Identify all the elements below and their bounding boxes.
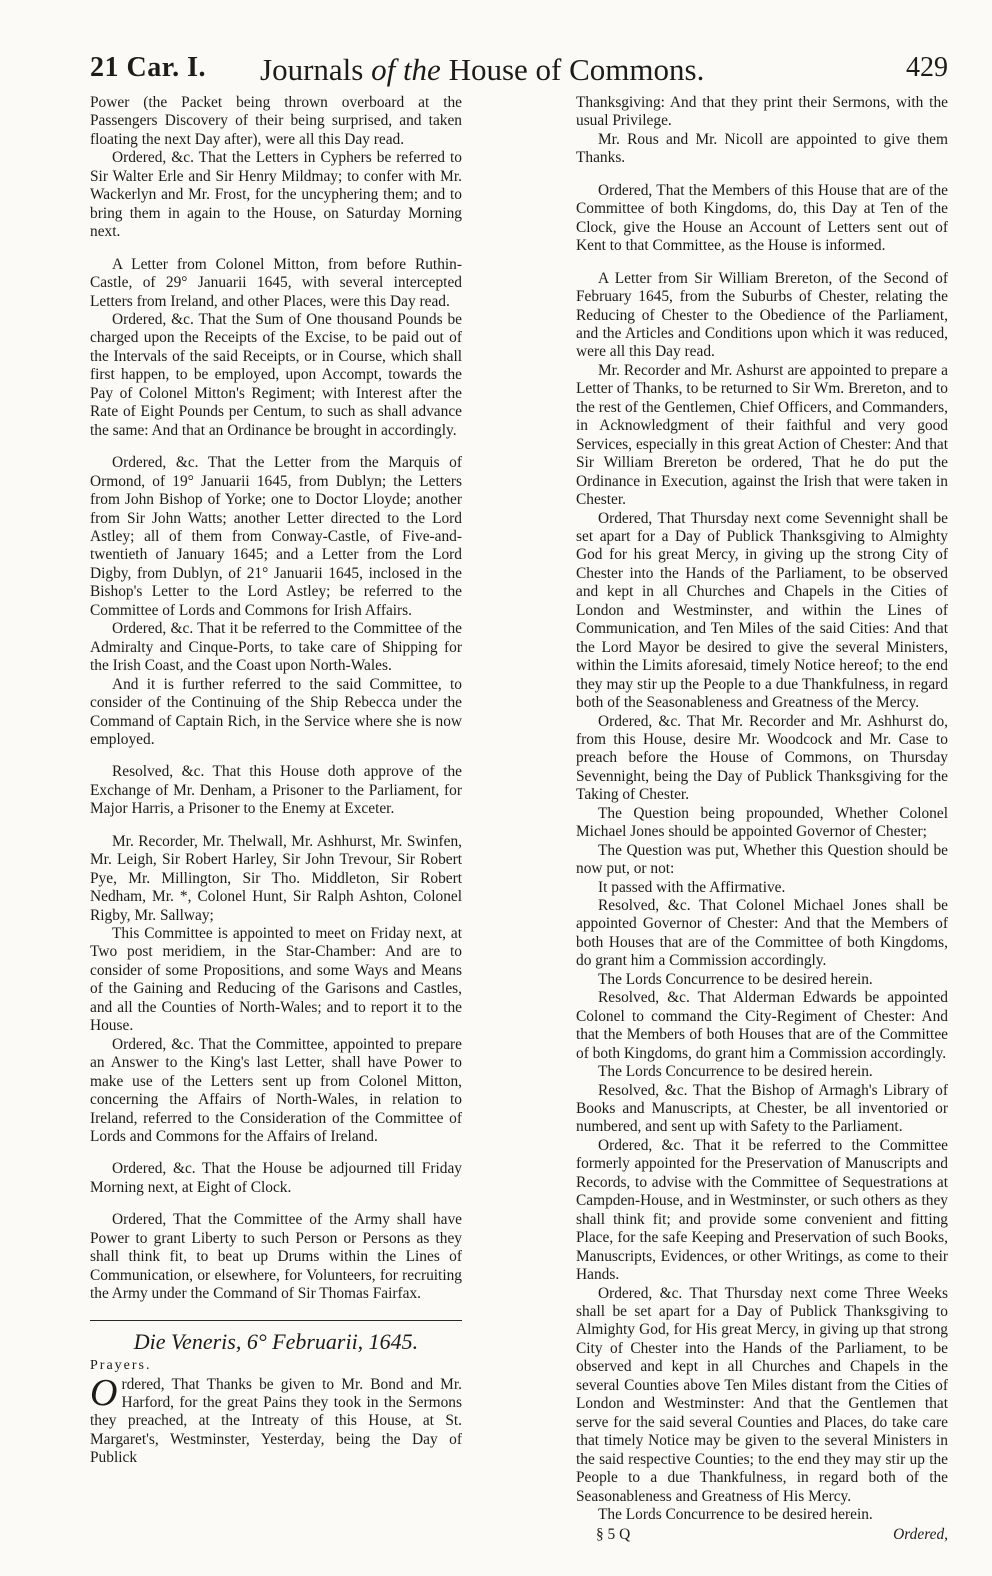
paragraph: The Question was put, Whether this Question should be now put, or not: (576, 841, 948, 878)
paragraph: Thanksgiving: And that they print their Sermons, with the usual Privilege. (576, 94, 948, 130)
paragraph: Ordered, That the Members of this House that are of the Committee of both Kingdoms, do, this Day at Ten of the Clock, give the House an Account of Letters sent out of Kent to that Committee, as the House is informed. (576, 181, 948, 255)
paragraph: Ordered, &c. That the Letters in Cyphers be referred to Sir Walter Erle and Sir Henry Mildmay; to confer with Mr. Wackerlyn and Mr. Frost, for the uncyphering them; and to bring them in again to the House, on Saturday Morning next. (90, 149, 462, 241)
paragraph: Ordered, That Thursday next come Sevennight shall be set apart for a Day of Publick Thanksgiving to Almighty God for his great Mercy, in giving up the strong City of Chester into the Hands of the Parliament, to be observed and kept in all Churches and Chapels in the Cities of London and Westminster, and within the Lines of Communication, and Ten Miles of the said Cities: And that the Lord Mayor be desired to give the several Ministers, within the Limits aforesaid, timely Notice hereof; to the end they may stir up the People to a due Thankfulness, in regard both of the Seasonableness and Greatness of the Mercy. (576, 509, 948, 712)
title-part: Journals (260, 52, 372, 87)
paragraph: Ordered, &c. That it be referred to the Committee formerly appointed for the Preservation of Manuscripts and Records, to advise with the Committee of Sequestrations at Campden-House, and in Westminster, or such others as they shall think fit; and provide some convenient and fitting Place, for the safe Keeping and Preservation of such Books, Manuscripts, Evidences, or other Writings, as come to their Hands. (576, 1136, 948, 1284)
paragraph: A Letter from Colonel Mitton, from before Ruthin-Castle, of 29° Januarii 1645, with several intercepted Letters from Ireland, and other Places, were this Day read. (90, 255, 462, 310)
paragraph: Resolved, &c. That this House doth approve of the Exchange of Mr. Denham, a Prisoner to the Parliament, for Major Harris, a Prisoner to the Enemy at Exceter. (90, 763, 462, 818)
page-footer (576, 1526, 948, 1544)
paragraph: Ordered, &c. That the Committee, appointed to prepare an Answer to the King's last Letter, shall have Power to make use of the Letters sent up from Colonel Mitton, concerning the Affairs of North-Wales, in relation to Ireland, referred to the Consideration of the Committee of Lords and Commons for the Affairs of Ireland. (90, 1035, 462, 1146)
paragraph: Ordered, &c. That it be referred to the Committee of the Admiralty and Cinque-Ports, to take care of Shipping for the Irish Coast, and the Coast upon North-Wales. (90, 620, 462, 675)
prayers-label: Prayers. (90, 1358, 152, 1374)
paragraph: Mr. Rous and Mr. Nicoll are appointed to give them Thanks. (576, 130, 948, 167)
page-number: 429 (906, 52, 948, 83)
left-paragraphs (90, 94, 462, 1304)
paragraph: The Question being propounded, Whether Colonel Michael Jones should be appointed Governor of Chester; (576, 804, 948, 841)
final-paragraph (90, 1371, 462, 1468)
title-part-italic: of the (371, 52, 441, 87)
paragraph: Ordered, &c. That the House be adjourned till Friday Morning next, at Eight of Clock. (90, 1160, 462, 1196)
final-paragraph-text: rdered, That Thanks be given to Mr. Bond and Mr. Harford, for the great Pains they took in the Sermons they preached, at the Intreaty of this House, at St. Margaret's, Westminster, Yesterday, being the Day of Publick (90, 1375, 462, 1467)
paragraph: Power (the Packet being thrown overboard at the Passengers Discovery of their being surprised, and taken floating the next Day after), were all this Day read. (90, 94, 462, 148)
drop-capital: O (90, 1371, 118, 1414)
catchword: Ordered, (893, 1526, 948, 1544)
paragraph: The Lords Concurrence to be desired herein. (598, 1063, 873, 1081)
paragraph: Ordered, &c. That the Letter from the Marquis of Ormond, of 19° Januarii 1645, from Dublyn; the Letters from John Bishop of Yorke; one to Doctor Lloyde; another from Sir John Watts; another Letter directed to the Lord Astley; all of them from Conway-Castle, of Five-and-twentieth of January 1645; and a Letter from the Lord Digby, from Dublyn, of 21° Januarii 1645, inclosed in the Bishop's Letter to the Lord Astley; be referred to the Committee of Lords and Commons for Irish Affairs. (90, 454, 462, 619)
paragraph: The Lords Concurrence to be desired herein. (598, 1505, 873, 1523)
paragraph: Resolved, &c. That Colonel Michael Jones shall be appointed Governor of Chester: And that the Members of both Houses that are of the Committee of both Kingdoms, do grant him a Commission accordingly. (576, 897, 948, 970)
running-header (90, 52, 948, 92)
title-part: House of Commons. (440, 52, 705, 87)
paragraph: Mr. Recorder and Mr. Ashurst are appointed to prepare a Letter of Thanks, to be returned to Sir Wm. Brereton, and to the rest of the Gentlemen, Chief Officers, and Commanders, in Acknowledgment of their faithful and very good Services, especially in this great Action of Chester: And that Sir William Brereton be ordered, That he do put the Ordinance in Execution, against the Irish that were taken in Chester. (576, 361, 948, 509)
paragraph: This Committee is appointed to meet on Friday next, at Two post meridiem, in the Star-Chamber: And are to consider of some Propositions, and some Ways and Means of the Gaining and Reducing of the Garisons and Castles, and all the Counties of North-Wales; and to report it to the House. (90, 925, 462, 1035)
paragraph: Ordered, &c. That Thursday next come Three Weeks shall be set apart for a Day of Publick Thanksgiving to Almighty God, for His great Mercy, in giving up that strong City of Chester into the Hands of the Parliament, to be observed and kept in all Churches and Chapels in the several Counties above Ten Miles distant from the Cities of London and Westminster: And that the Gentlemen that serve for the said several Counties and Places, do take care that timely Notice may be given to the several Ministers in the said respective Counties; to the end they may stir up the People to a due Thankfulness, in regard both of the Seasonableness and Greatness of His Mercy. (576, 1284, 948, 1505)
paragraph: Ordered, &c. That Mr. Recorder and Mr. Ashhurst do, from this House, desire Mr. Woodcock and Mr. Case to preach before the House of Commons, on Thursday Sevennight, being the Day of Publick Thanksgiving for the Taking of Chester. (576, 712, 948, 804)
journal-title (260, 52, 704, 88)
right-paragraphs (576, 94, 948, 1524)
signature-mark: § 5 Q (596, 1526, 631, 1544)
paragraph: Resolved, &c. That Alderman Edwards be appointed Colonel to command the City-Regiment of Chester: And that the Members of both Houses that are of the Committee of both Kingdoms, do grant him a Commission accordingly. (576, 989, 948, 1062)
paragraph: Resolved, &c. That the Bishop of Armagh's Library of Books and Manuscripts, at Chester, be all inventoried or numbered, and sent up with Safety to the Parliament. (576, 1081, 948, 1136)
paragraph: Mr. Recorder, Mr. Thelwall, Mr. Ashhurst, Mr. Swinfen, Mr. Leigh, Sir Robert Harley, Sir John Trevour, Sir Robert Pye, Mr. Millington, Sir Tho. Middleton, Sir Robert Nedham, Mr. *, Colonel Hunt, Sir Ralph Ashton, Colonel Rigby, Mr. Sallway; (90, 832, 462, 924)
paragraph: Ordered, That the Committee of the Army shall have Power to grant Liberty to such Person or Persons as they shall think fit, to beat up Drums within the Lines of Communication, or elsewhere, for Volunteers, for recruiting the Army under the Command of Sir Thomas Fairfax. (90, 1211, 462, 1303)
paragraph: And it is further referred to the said Committee, to consider of the Continuing of the Ship Rebecca under the Command of Captain Rich, in the Service where she is now employed. (90, 675, 462, 748)
paragraph: A Letter from Sir William Brereton, of the Second of February 1645, from the Suburbs of Chester, relating the Reducing of Chester to the Obedience of the Parliament, and the Articles and Conditions upon which it was reduced, were all this Day read. (576, 269, 948, 361)
paragraph: The Lords Concurrence to be desired herein. (598, 970, 873, 988)
paragraph: It passed with the Affirmative. (598, 878, 786, 896)
left-column (90, 94, 462, 1545)
right-column (576, 94, 948, 1545)
paragraph: Ordered, &c. That the Sum of One thousand Pounds be charged upon the Receipts of the Excise, to be paid out of the Intervals of the said Receipts, or in Course, which shall first happen, to be employed, upon Accompt, towards the Pay of Colonel Mitton's Regiment; with Interest after the Rate of Eight Pounds per Centum, to such as shall advance the same: And that an Ordinance be brought in accordingly. (90, 310, 462, 439)
reign-label: 21 Car. I. (90, 52, 206, 83)
day-heading: Die Veneris, 6° Februarii, 1645. (90, 1320, 462, 1351)
